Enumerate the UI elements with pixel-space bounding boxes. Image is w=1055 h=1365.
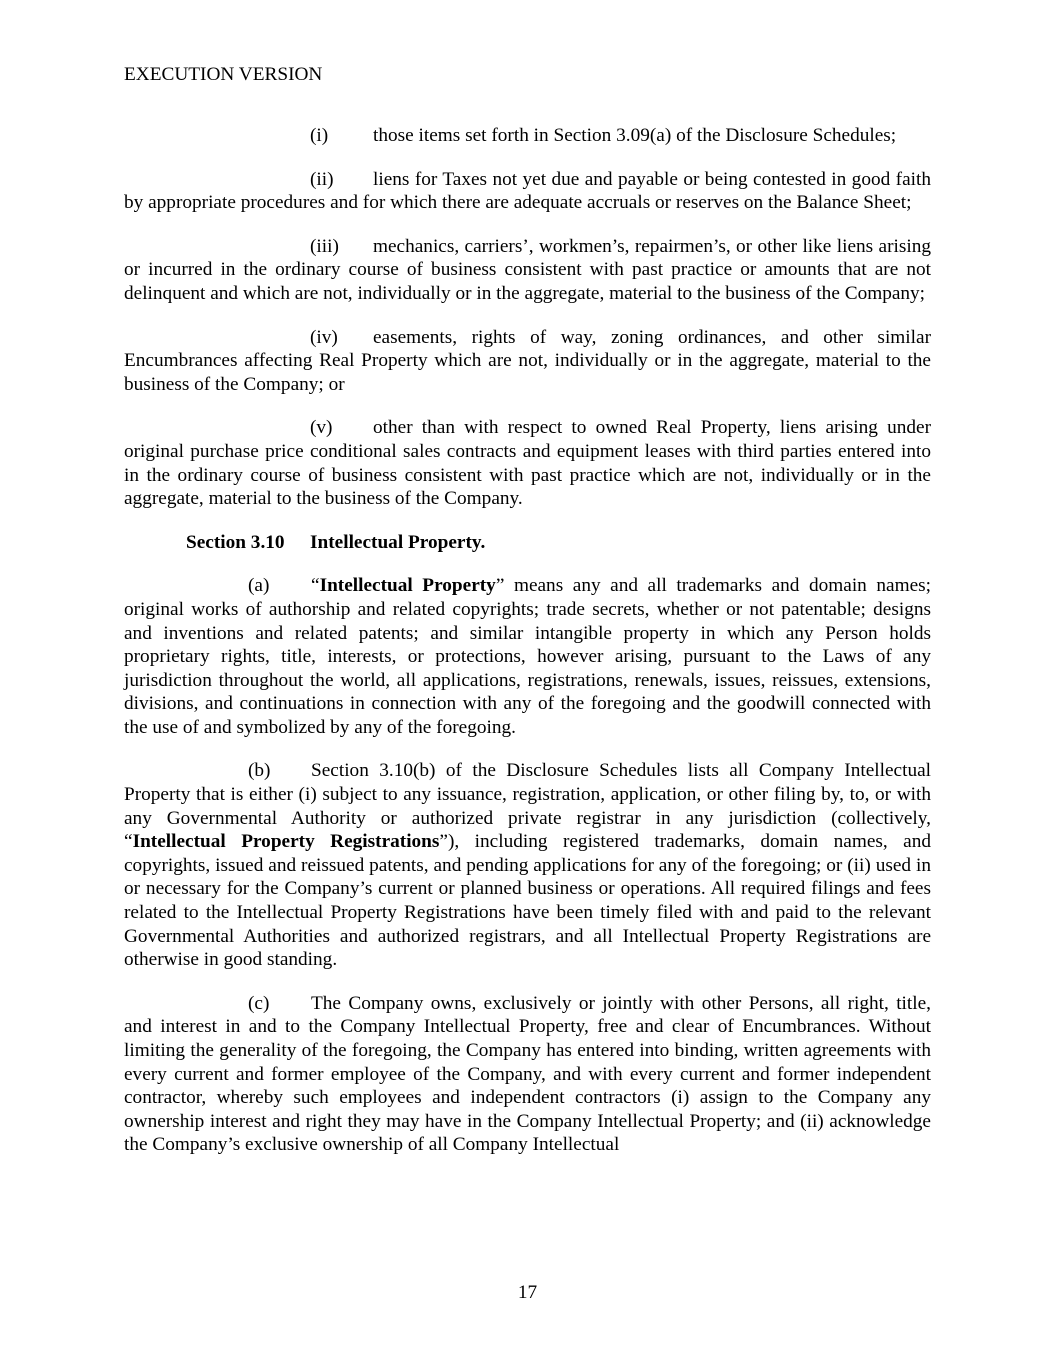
item-number: (iii) [310, 235, 339, 257]
paragraph-text: ” means any and all trademarks and domain names; original works of authorship and related copyrights; trade secrets, whether or not patentable; designs and inventions and related patents; and similar intangible property in which any Person holds proprietary rights, title, interests, or protections, however arising, pursuant to the Laws of any jurisdiction throughout the world, all applications, registrations, renewals, issues, reissues, extensions, divisions, and continuations in connection with any of the foregoing and the goodwill connected with the use of and symbolized by any of the foregoing. [124, 575, 931, 738]
paragraph-c [124, 992, 931, 1157]
paragraph-b [124, 759, 931, 971]
page-number: 17 [517, 1282, 538, 1303]
paragraph-number: (b) [248, 760, 271, 782]
defined-term: Intellectual Property Registrations [132, 831, 440, 853]
defined-term: Intellectual Property [319, 575, 496, 597]
item-text: liens for Taxes not yet due and payable or being contested in good faith by appropriate procedures and for which there are adequate accruals or reserves on the Balance Sheet; [124, 168, 931, 214]
section-title: Intellectual Property. [310, 531, 486, 553]
header-execution-version: EXECUTION VERSION [124, 64, 323, 85]
item-text: those items set forth in Section 3.09(a) of the Disclosure Schedules; [373, 125, 897, 146]
item-number: (v) [310, 417, 333, 439]
open-quote: “ [311, 575, 320, 597]
item-number: (i) [310, 125, 329, 146]
document-body [124, 124, 931, 1177]
list-item-i [124, 124, 931, 148]
paragraph-text: The Company owns, exclusively or jointly with other Persons, all right, title, and interest in and to the Company Intellectual Property, free and clear of Encumbrances. Without limiting the generality of the foregoing, the Company has entered into binding, written agreements with every current and former employee of the Company, and with every current and former independent contractor, whereby such employees and independent contractors (i) assign to the Company any ownership interest and right they may have in the Company Intellectual Property; and (ii) acknowledge the Company’s exclusive ownership of all Company Intellectual [124, 992, 931, 1156]
item-text: mechanics, carriers’, workmen’s, repairmen’s, or other like liens arising or incurred in the ordinary course of business consistent with past practice or amounts that are not delinquent and which are not, individually or in the aggregate, material to the business of the Company; [124, 235, 931, 304]
item-number: (iv) [310, 326, 338, 348]
item-text: other than with respect to owned Real Property, liens arising under original purchase price conditional sales contracts and equipment leases with third parties entered into in the ordinary course of business consistent with past practice which are not, individually or in the aggregate, material to the business of the Company. [124, 417, 931, 510]
section-heading [124, 531, 931, 555]
paragraph-number: (a) [248, 575, 270, 597]
paragraph-number: (c) [248, 992, 270, 1014]
paragraph-text-after: ”), including registered trademarks, domain names, and copyrights, issued and reissued patents, and pending applications for any of the foregoing; or (ii) used in or necessary for the Company’s current or planned business or operations. All required filings and fees related to the Intellectual Property Registrations have been timely filed with and paid to the relevant Governmental Authorities and authorized registrars, and all Intellectual Property Registrations are otherwise in good standing. [124, 831, 931, 971]
list-item-iii [124, 235, 931, 306]
item-text: easements, rights of way, zoning ordinances, and other similar Encumbrances affecting Real Property which are not, individually or in the aggregate, material to the business of the Company; or [124, 326, 931, 395]
list-item-ii [124, 168, 931, 215]
item-number: (ii) [310, 168, 334, 190]
list-item-v [124, 416, 931, 510]
list-item-iv [124, 326, 931, 397]
section-number: Section 3.10 [186, 531, 285, 553]
paragraph-text-before: Section 3.10(b) of the Disclosure Schedules lists all Company Intellectual Property that is either (i) subject to any issuance, registration, application, or other filing by, to, or with any Governmental Authority or authorized private registrar in any jurisdiction (collectively, “ [124, 760, 931, 853]
paragraph-a [124, 574, 931, 739]
